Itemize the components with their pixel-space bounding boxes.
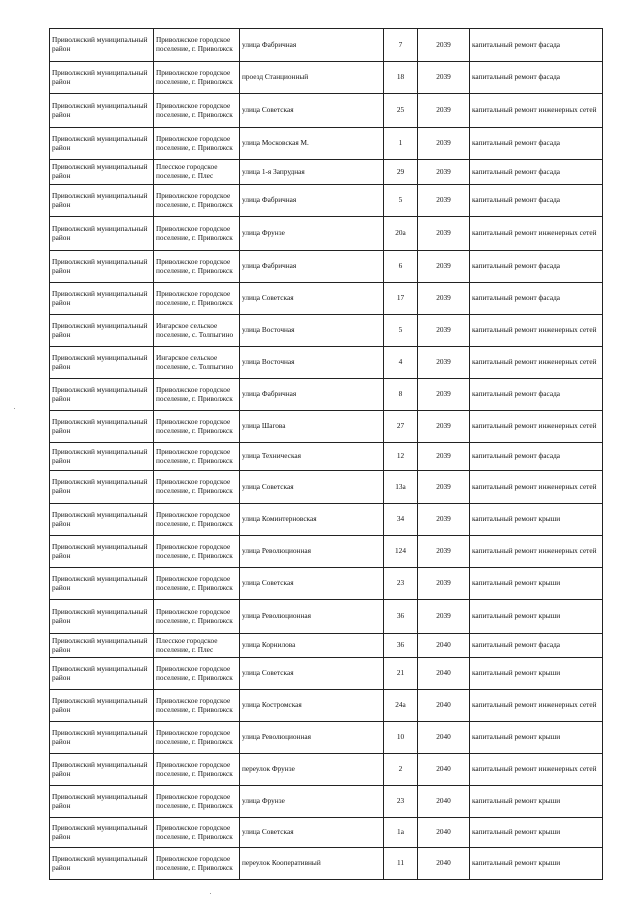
district-cell: Приволжский муниципальный район — [50, 315, 154, 347]
house-number-cell: 4 — [384, 347, 418, 379]
district-cell: Приволжский муниципальный район — [50, 347, 154, 379]
table-row — [50, 62, 603, 94]
year-cell: 2040 — [418, 818, 470, 848]
house-number-cell: 27 — [384, 411, 418, 443]
year-cell: 2039 — [418, 568, 470, 600]
repair-schedule-table — [49, 28, 603, 880]
street-cell: улица Фабричная — [240, 29, 384, 62]
table-row — [50, 283, 603, 315]
district-cell: Приволжский муниципальный район — [50, 722, 154, 754]
street-cell: улица Фрунзе — [240, 786, 384, 818]
street-cell: проезд Станционный — [240, 62, 384, 94]
work-type-cell: капитальный ремонт инженерных сетей — [470, 217, 603, 251]
settlement-cell: Приволжское городское поселение, г. Приволжск — [154, 185, 240, 217]
district-cell: Приволжский муниципальный район — [50, 160, 154, 185]
work-type-cell: капитальный ремонт крыши — [470, 658, 603, 690]
table-row — [50, 504, 603, 536]
year-cell: 2039 — [418, 315, 470, 347]
district-cell: Приволжский муниципальный район — [50, 848, 154, 880]
house-number-cell: 1 — [384, 128, 418, 160]
street-cell: улица 1-я Запрудная — [240, 160, 384, 185]
work-type-cell: капитальный ремонт фасада — [470, 62, 603, 94]
district-cell: Приволжский муниципальный район — [50, 471, 154, 504]
house-number-cell: 124 — [384, 536, 418, 568]
table-row — [50, 471, 603, 504]
district-cell: Приволжский муниципальный район — [50, 379, 154, 411]
district-cell: Приволжский муниципальный район — [50, 94, 154, 128]
district-cell: Приволжский муниципальный район — [50, 634, 154, 658]
table-row — [50, 848, 603, 880]
district-cell: Приволжский муниципальный район — [50, 443, 154, 471]
house-number-cell: 1а — [384, 818, 418, 848]
settlement-cell: Приволжское городское поселение, г. Приволжск — [154, 471, 240, 504]
settlement-cell: Приволжское городское поселение, г. Приволжск — [154, 818, 240, 848]
house-number-cell: 34 — [384, 504, 418, 536]
settlement-cell: Приволжское городское поселение, г. Приволжск — [154, 690, 240, 722]
district-cell: Приволжский муниципальный район — [50, 568, 154, 600]
year-cell: 2039 — [418, 471, 470, 504]
house-number-cell: 21 — [384, 658, 418, 690]
house-number-cell: 18 — [384, 62, 418, 94]
settlement-cell: Приволжское городское поселение, г. Приволжск — [154, 568, 240, 600]
street-cell: переулок Фрунзе — [240, 754, 384, 786]
street-cell: улица Шагова — [240, 411, 384, 443]
settlement-cell: Приволжское городское поселение, г. Приволжск — [154, 786, 240, 818]
year-cell: 2039 — [418, 29, 470, 62]
settlement-cell: Плесское городское поселение, г. Плес — [154, 634, 240, 658]
settlement-cell: Приволжское городское поселение, г. Приволжск — [154, 283, 240, 315]
year-cell: 2039 — [418, 411, 470, 443]
house-number-cell: 23 — [384, 568, 418, 600]
settlement-cell: Плесское городское поселение, г. Плес — [154, 160, 240, 185]
house-number-cell: 2 — [384, 754, 418, 786]
work-type-cell: капитальный ремонт крыши — [470, 504, 603, 536]
district-cell: Приволжский муниципальный район — [50, 658, 154, 690]
settlement-cell: Приволжское городское поселение, г. Приволжск — [154, 411, 240, 443]
table-row — [50, 690, 603, 722]
year-cell: 2040 — [418, 722, 470, 754]
house-number-cell: 5 — [384, 185, 418, 217]
settlement-cell: Приволжское городское поселение, г. Приволжск — [154, 29, 240, 62]
table-row — [50, 379, 603, 411]
district-cell: Приволжский муниципальный район — [50, 29, 154, 62]
year-cell: 2040 — [418, 658, 470, 690]
house-number-cell: 24а — [384, 690, 418, 722]
district-cell: Приволжский муниципальный район — [50, 504, 154, 536]
work-type-cell: капитальный ремонт фасада — [470, 251, 603, 283]
street-cell: улица Советская — [240, 94, 384, 128]
work-type-cell: капитальный ремонт крыши — [470, 848, 603, 880]
work-type-cell: капитальный ремонт крыши — [470, 600, 603, 634]
year-cell: 2040 — [418, 786, 470, 818]
work-type-cell: капитальный ремонт крыши — [470, 786, 603, 818]
table-row — [50, 786, 603, 818]
work-type-cell: капитальный ремонт инженерных сетей — [470, 347, 603, 379]
work-type-cell: капитальный ремонт крыши — [470, 818, 603, 848]
settlement-cell: Приволжское городское поселение, г. Приволжск — [154, 722, 240, 754]
district-cell: Приволжский муниципальный район — [50, 600, 154, 634]
table-row — [50, 185, 603, 217]
settlement-cell: Приволжское городское поселение, г. Приволжск — [154, 217, 240, 251]
year-cell: 2039 — [418, 283, 470, 315]
table-row — [50, 251, 603, 283]
work-type-cell: капитальный ремонт инженерных сетей — [470, 754, 603, 786]
table-row — [50, 536, 603, 568]
street-cell: улица Фабричная — [240, 185, 384, 217]
work-type-cell: капитальный ремонт крыши — [470, 722, 603, 754]
house-number-cell: 6 — [384, 251, 418, 283]
work-type-cell: капитальный ремонт фасада — [470, 29, 603, 62]
table-row — [50, 658, 603, 690]
settlement-cell: Приволжское городское поселение, г. Приволжск — [154, 658, 240, 690]
work-type-cell: капитальный ремонт инженерных сетей — [470, 690, 603, 722]
district-cell: Приволжский муниципальный район — [50, 128, 154, 160]
scan-speck — [14, 408, 15, 409]
work-type-cell: капитальный ремонт фасада — [470, 379, 603, 411]
settlement-cell: Приволжское городское поселение, г. Приволжск — [154, 94, 240, 128]
district-cell: Приволжский муниципальный район — [50, 411, 154, 443]
district-cell: Приволжский муниципальный район — [50, 536, 154, 568]
house-number-cell: 13а — [384, 471, 418, 504]
settlement-cell: Приволжское городское поселение, г. Приволжск — [154, 600, 240, 634]
table-row — [50, 411, 603, 443]
year-cell: 2039 — [418, 62, 470, 94]
table-body — [50, 29, 603, 880]
district-cell: Приволжский муниципальный район — [50, 251, 154, 283]
district-cell: Приволжский муниципальный район — [50, 690, 154, 722]
street-cell: улица Советская — [240, 658, 384, 690]
year-cell: 2039 — [418, 536, 470, 568]
street-cell: улица Революционная — [240, 722, 384, 754]
work-type-cell: капитальный ремонт крыши — [470, 568, 603, 600]
street-cell: улица Техническая — [240, 443, 384, 471]
settlement-cell: Приволжское городское поселение, г. Приволжск — [154, 62, 240, 94]
work-type-cell: капитальный ремонт фасада — [470, 283, 603, 315]
table-row — [50, 443, 603, 471]
work-type-cell: капитальный ремонт фасада — [470, 160, 603, 185]
settlement-cell: Приволжское городское поселение, г. Приволжск — [154, 536, 240, 568]
year-cell: 2039 — [418, 600, 470, 634]
street-cell: улица Советская — [240, 283, 384, 315]
house-number-cell: 8 — [384, 379, 418, 411]
street-cell: улица Революционная — [240, 536, 384, 568]
table-row — [50, 29, 603, 62]
street-cell: улица Фрунзе — [240, 217, 384, 251]
street-cell: улица Фабричная — [240, 379, 384, 411]
house-number-cell: 20а — [384, 217, 418, 251]
work-type-cell: капитальный ремонт фасада — [470, 128, 603, 160]
table-row — [50, 160, 603, 185]
house-number-cell: 7 — [384, 29, 418, 62]
table-row — [50, 315, 603, 347]
house-number-cell: 29 — [384, 160, 418, 185]
table-row — [50, 754, 603, 786]
house-number-cell: 23 — [384, 786, 418, 818]
year-cell: 2040 — [418, 690, 470, 722]
settlement-cell: Приволжское городское поселение, г. Приволжск — [154, 504, 240, 536]
street-cell: улица Корнилова — [240, 634, 384, 658]
district-cell: Приволжский муниципальный район — [50, 217, 154, 251]
scan-speck — [210, 893, 211, 894]
district-cell: Приволжский муниципальный район — [50, 283, 154, 315]
table-row — [50, 128, 603, 160]
settlement-cell: Приволжское городское поселение, г. Приволжск — [154, 754, 240, 786]
work-type-cell: капитальный ремонт фасада — [470, 634, 603, 658]
table-row — [50, 217, 603, 251]
table-row — [50, 94, 603, 128]
street-cell: улица Советская — [240, 818, 384, 848]
table-row — [50, 347, 603, 379]
table-row — [50, 722, 603, 754]
district-cell: Приволжский муниципальный район — [50, 786, 154, 818]
street-cell: улица Революционная — [240, 600, 384, 634]
year-cell: 2039 — [418, 94, 470, 128]
settlement-cell: Приволжское городское поселение, г. Приволжск — [154, 379, 240, 411]
year-cell: 2039 — [418, 504, 470, 536]
year-cell: 2039 — [418, 379, 470, 411]
settlement-cell: Приволжское городское поселение, г. Приволжск — [154, 128, 240, 160]
work-type-cell: капитальный ремонт фасада — [470, 443, 603, 471]
work-type-cell: капитальный ремонт фасада — [470, 185, 603, 217]
district-cell: Приволжский муниципальный район — [50, 754, 154, 786]
street-cell: улица Восточная — [240, 347, 384, 379]
work-type-cell: капитальный ремонт инженерных сетей — [470, 536, 603, 568]
year-cell: 2040 — [418, 848, 470, 880]
house-number-cell: 11 — [384, 848, 418, 880]
street-cell: улица Костромская — [240, 690, 384, 722]
work-type-cell: капитальный ремонт инженерных сетей — [470, 411, 603, 443]
district-cell: Приволжский муниципальный район — [50, 62, 154, 94]
table-row — [50, 634, 603, 658]
street-cell: улица Восточная — [240, 315, 384, 347]
year-cell: 2039 — [418, 217, 470, 251]
year-cell: 2040 — [418, 754, 470, 786]
work-type-cell: капитальный ремонт инженерных сетей — [470, 94, 603, 128]
work-type-cell: капитальный ремонт инженерных сетей — [470, 315, 603, 347]
table-row — [50, 600, 603, 634]
year-cell: 2039 — [418, 185, 470, 217]
house-number-cell: 5 — [384, 315, 418, 347]
table-row — [50, 818, 603, 848]
settlement-cell: Приволжское городское поселение, г. Приволжск — [154, 443, 240, 471]
house-number-cell: 12 — [384, 443, 418, 471]
house-number-cell: 25 — [384, 94, 418, 128]
street-cell: улица Советская — [240, 568, 384, 600]
street-cell: улица Советская — [240, 471, 384, 504]
year-cell: 2039 — [418, 347, 470, 379]
house-number-cell: 17 — [384, 283, 418, 315]
table-row — [50, 568, 603, 600]
house-number-cell: 10 — [384, 722, 418, 754]
year-cell: 2039 — [418, 160, 470, 185]
settlement-cell: Ингарское сельское поселение, с. Толпыгино — [154, 315, 240, 347]
work-type-cell: капитальный ремонт инженерных сетей — [470, 471, 603, 504]
district-cell: Приволжский муниципальный район — [50, 818, 154, 848]
street-cell: переулок Кооперативный — [240, 848, 384, 880]
year-cell: 2039 — [418, 128, 470, 160]
district-cell: Приволжский муниципальный район — [50, 185, 154, 217]
settlement-cell: Ингарское сельское поселение, с. Толпыгино — [154, 347, 240, 379]
year-cell: 2039 — [418, 443, 470, 471]
street-cell: улица Фабричная — [240, 251, 384, 283]
street-cell: улица Коминтерновская — [240, 504, 384, 536]
year-cell: 2039 — [418, 251, 470, 283]
house-number-cell: 36 — [384, 600, 418, 634]
settlement-cell: Приволжское городское поселение, г. Приволжск — [154, 848, 240, 880]
settlement-cell: Приволжское городское поселение, г. Приволжск — [154, 251, 240, 283]
street-cell: улица Московская М. — [240, 128, 384, 160]
house-number-cell: 36 — [384, 634, 418, 658]
year-cell: 2040 — [418, 634, 470, 658]
